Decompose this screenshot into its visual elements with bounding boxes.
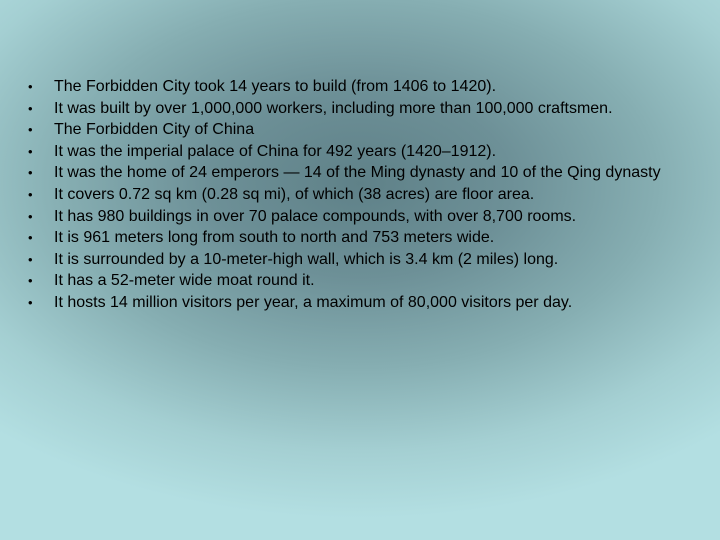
bullet-text: It is surrounded by a 10-meter-high wall, which is 3.4 km (2 miles) long. (54, 250, 559, 268)
bullet-icon: • (28, 294, 33, 310)
bullet-text: It was built by over 1,000,000 workers, including more than 100,000 craftsmen. (54, 99, 613, 117)
bullet-icon: • (28, 208, 33, 224)
list-item (28, 141, 668, 163)
bullet-icon: • (28, 122, 33, 138)
bullet-text: It has 980 buildings in over 70 palace compounds, with over 8,700 rooms. (54, 207, 577, 225)
list-item (28, 162, 668, 184)
list-item (28, 76, 668, 98)
bullet-text: It hosts 14 million visitors per year, a maximum of 80,000 visitors per day. (54, 293, 573, 311)
list-item (28, 119, 668, 141)
bullet-text: It was the home of 24 emperors — 14 of the Ming dynasty and 10 of the Qing dynasty (54, 164, 661, 182)
bullet-icon: • (28, 251, 33, 267)
bullet-text: The Forbidden City of China (54, 121, 255, 139)
list-item (28, 270, 668, 292)
bullet-icon: • (28, 143, 33, 159)
bullet-text: It covers 0.72 sq km (0.28 sq mi), of which (38 acres) are floor area. (54, 185, 535, 203)
bullet-list (28, 76, 668, 314)
list-item (28, 98, 668, 120)
bullet-icon: • (28, 186, 33, 202)
bullet-icon: • (28, 165, 33, 181)
bullet-icon: • (28, 273, 33, 289)
bullet-text: It is 961 meters long from south to north and 753 meters wide. (54, 229, 495, 247)
bullet-icon: • (28, 100, 33, 116)
list-item (28, 292, 668, 314)
bullet-icon: • (28, 79, 33, 94)
list-item (28, 249, 668, 271)
list-item (28, 206, 668, 228)
list-item (28, 184, 668, 206)
bullet-text: It has a 52-meter wide moat round it. (54, 272, 315, 290)
list-item (28, 227, 668, 249)
bullet-text: The Forbidden City took 14 years to build (from 1406 to 1420). (54, 78, 497, 95)
bullet-text: It was the imperial palace of China for 492 years (1420–1912). (54, 142, 497, 160)
bullet-icon: • (28, 230, 33, 246)
